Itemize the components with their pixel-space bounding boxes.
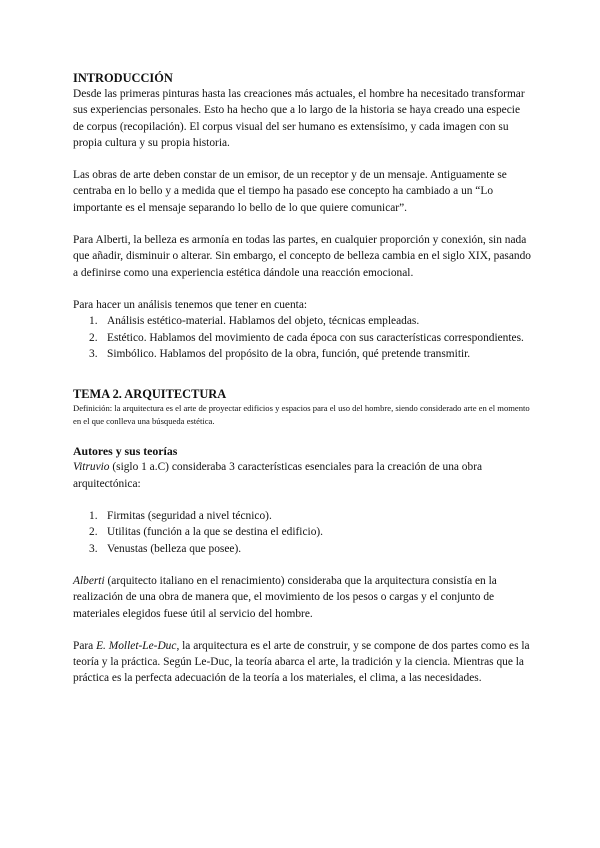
document-content [73,70,533,687]
vitruvio-name: Vitruvio [73,461,110,474]
analysis-list [73,313,533,362]
intro-paragraph-2: Las obras de arte deben constar de un emisor, de un receptor y de un mensaje. Antiguamente se centraba en lo bello y a medida que el tiempo ha pasado ese concepto ha cambiado a un “Lo importante es el mensaje separando lo bello de lo que quiere comunicar”. [73,169,507,214]
list-item: 2. Utilitas (función a la que se destina el edificio). [89,526,324,539]
authors-subheading: Autores y sus teorías [73,444,178,459]
definition-text: Definición: la arquitectura es el arte de proyectar edificios y espacios para el uso del hombre, siendo considerado arte en el momento en el que conlleva una búsqueda estética. [73,403,530,426]
list-item: 1. Análisis estético-material. Hablamos del objeto, técnicas empleadas. [89,315,420,328]
list-item: 1. Firmitas (seguridad a nivel técnico). [89,510,272,523]
alberti-name: Alberti [73,574,105,587]
list-item: 3. Venustas (belleza que posee). [89,542,242,555]
intro-paragraph-4: Para hacer un análisis tenemos que tener en cuenta: [73,298,308,311]
vitruvio-list [73,508,533,557]
mollet-paragraph: Para E. Mollet-Le-Duc, la arquitectura es el arte de construir, y se compone de dos partes como es la teoría y la práctica. Según Le-Duc, la teoría abarca el arte, la tradición y la ciencia. Mientras que la práctica es la perfecta adecuación de la teoría a los materiales, el clima, a las necesidades. [73,639,530,685]
list-item: 3. Simbólico. Hablamos del propósito de la obra, función, qué pretende transmitir. [89,347,471,360]
intro-heading: INTRODUCCIÓN [73,71,173,85]
alberti-paragraph: Alberti (arquitecto italiano en el renacimiento) consideraba que la arquitectura consistía en la realización de una obra de manera que, el movimiento de los pesos o cargas y el conjunto de materiales elegidos fuese útil al servicio del hombre. [73,574,497,620]
mollet-name: E. Mollet-Le-Duc [96,639,177,652]
tema2-heading: TEMA 2. ARQUITECTURA [73,387,227,402]
intro-paragraph-1: Desde las primeras pinturas hasta las creaciones más actuales, el hombre ha necesitado transformar sus experiencias personales. Esto ha hecho que a lo largo de la historia se haya creado una especie de corpus (recopilación). El corpus visual del ser humano es extensísimo, y cada imagen con su propia cultura y su propia historia. [73,88,525,149]
list-item: 2. Estético. Hablamos del movimiento de cada época con sus características correspondientes. [89,331,524,344]
intro-paragraph-3: Para Alberti, la belleza es armonía en todas las partes, en cualquier proporción y conexión, sin nada que añadir, disminuir o alterar. Sin embargo, el concepto de belleza cambia en el siglo XIX, pasando a definirse como una experiencia estética dándole una reacción emocional. [73,234,531,279]
vitruvio-paragraph: Vitruvio (siglo 1 a.C) consideraba 3 características esenciales para la creación de una obra arquitectónica: [73,461,483,490]
